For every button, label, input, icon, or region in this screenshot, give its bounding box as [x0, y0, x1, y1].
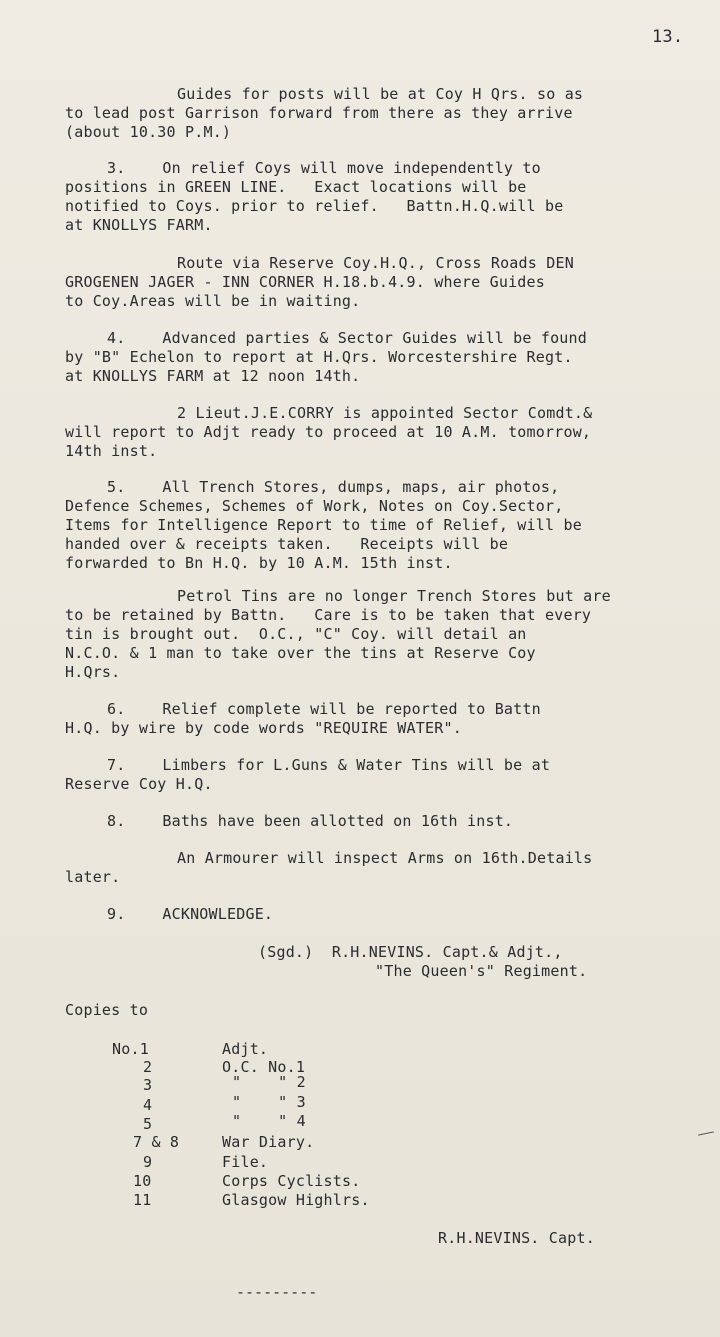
- copy-recipient: O.C. No.1: [222, 1058, 306, 1076]
- page-number: 13.: [652, 27, 684, 47]
- end-rule: ---------: [236, 1283, 318, 1301]
- copy-number: 11: [133, 1191, 152, 1209]
- copy-number: 10: [133, 1172, 152, 1190]
- para-7-line-2: Reserve Coy H.Q.: [65, 775, 213, 793]
- route-line-2: GROGENEN JAGER - INN CORNER H.18.b.4.9. where Guides: [65, 273, 545, 291]
- para-5-line-2: Defence Schemes, Schemes of Work, Notes on Coy.Sector,: [65, 497, 564, 515]
- corry-line-1: 2 Lieut.J.E.CORRY is appointed Sector Comdt.&: [177, 404, 593, 422]
- copy-number: 7 & 8: [133, 1133, 180, 1151]
- copy-recipient: File.: [222, 1153, 269, 1171]
- copy-number: 4: [143, 1096, 153, 1114]
- margin-mark: [698, 1131, 714, 1135]
- copies-heading: Copies to: [65, 1001, 149, 1019]
- para-3-line-1: 3. On relief Coys will move independently to: [107, 159, 541, 177]
- copy-recipient: " " 2: [232, 1073, 306, 1091]
- armourer-line-1: An Armourer will inspect Arms on 16th.Details: [177, 849, 593, 867]
- para-5-line-1: 5. All Trench Stores, dumps, maps, air photos,: [107, 478, 560, 496]
- para-5-line-5: forwarded to Bn H.Q. by 10 A.M. 15th inst.: [65, 554, 453, 572]
- para-3-line-4: at KNOLLYS FARM.: [65, 216, 213, 234]
- route-line-1: Route via Reserve Coy.H.Q., Cross Roads DEN: [177, 254, 574, 272]
- petrol-line-4: N.C.O. & 1 man to take over the tins at Reserve Coy: [65, 644, 536, 662]
- corry-line-2: will report to Adjt ready to proceed at 10 A.M. tomorrow,: [65, 423, 592, 441]
- para-5-line-4: handed over & receipts taken. Receipts will be: [65, 535, 509, 553]
- para-9: 9. ACKNOWLEDGE.: [107, 905, 274, 923]
- copy-number: 3: [143, 1076, 153, 1094]
- copy-number: No.1: [112, 1040, 149, 1058]
- copy-recipient: Corps Cyclists.: [222, 1172, 361, 1190]
- copy-recipient: " " 3: [232, 1093, 306, 1111]
- copy-recipient: Adjt.: [222, 1040, 269, 1058]
- para-6-line-2: H.Q. by wire by code words "REQUIRE WATER".: [65, 719, 462, 737]
- para-5-line-3: Items for Intelligence Report to time of Relief, will be: [65, 516, 582, 534]
- copy-number: 5: [143, 1115, 153, 1133]
- para-3-line-3: notified to Coys. prior to relief. Battn.H.Q.will be: [65, 197, 564, 215]
- para-4-line-2: by "B" Echelon to report at H.Qrs. Worcestershire Regt.: [65, 348, 573, 366]
- signature-line-2: "The Queen's" Regiment.: [375, 962, 588, 980]
- para-7-line-1: 7. Limbers for L.Guns & Water Tins will be at: [107, 756, 551, 774]
- copy-recipient: Glasgow Highlrs.: [222, 1191, 370, 1209]
- petrol-line-1: Petrol Tins are no longer Trench Stores but are: [177, 587, 611, 605]
- signature-line-1: (Sgd.) R.H.NEVINS. Capt.& Adjt.,: [258, 943, 563, 961]
- route-line-3: to Coy.Areas will be in waiting.: [65, 292, 361, 310]
- para-6-line-1: 6. Relief complete will be reported to Battn: [107, 700, 541, 718]
- guides-line-3: (about 10.30 P.M.): [65, 123, 232, 141]
- para-3-line-2: positions in GREEN LINE. Exact locations will be: [65, 178, 527, 196]
- armourer-line-2: later.: [65, 868, 121, 886]
- copy-recipient: War Diary.: [222, 1133, 315, 1151]
- para-8: 8. Baths have been allotted on 16th inst.: [107, 812, 514, 830]
- guides-line-2: to lead post Garrison forward from there as they arrive: [65, 104, 573, 122]
- para-4-line-3: at KNOLLYS FARM at 12 noon 14th.: [65, 367, 361, 385]
- copy-recipient: " " 4: [232, 1112, 306, 1130]
- guides-line-1: Guides for posts will be at Coy H Qrs. so as: [177, 85, 584, 103]
- petrol-line-3: tin is brought out. O.C., "C" Coy. will detail an: [65, 625, 527, 643]
- copy-number: 9: [143, 1153, 153, 1171]
- corry-line-3: 14th inst.: [65, 442, 158, 460]
- petrol-line-5: H.Qrs.: [65, 663, 121, 681]
- para-4-line-1: 4. Advanced parties & Sector Guides will be found: [107, 329, 587, 347]
- copy-number: 2: [143, 1058, 153, 1076]
- closing-signature: R.H.NEVINS. Capt.: [438, 1229, 595, 1247]
- petrol-line-2: to be retained by Battn. Care is to be taken that every: [65, 606, 592, 624]
